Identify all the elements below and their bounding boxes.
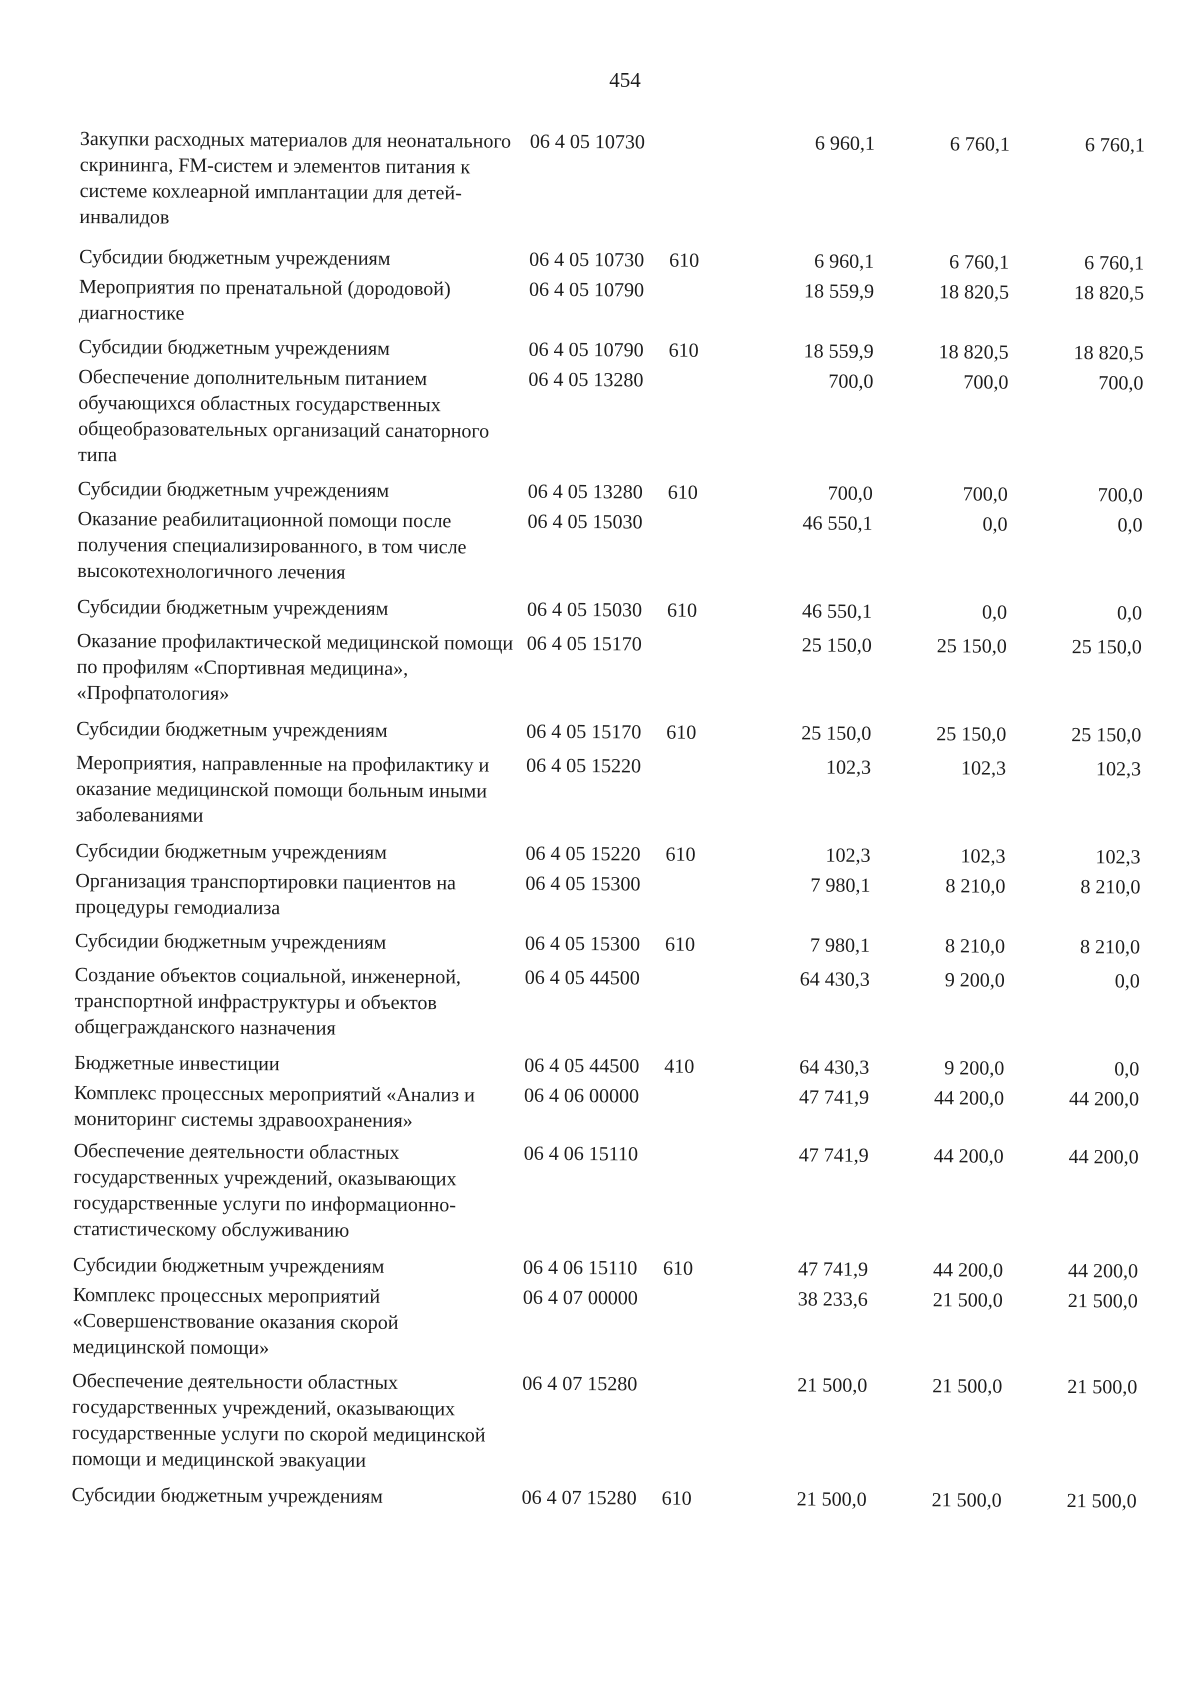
row-name: Субсидии бюджетным учреждениям <box>74 929 387 954</box>
row-name: Организация транспортировки пациентов на процедуры гемодиализа <box>75 869 457 920</box>
row-value-2: 102,3 <box>960 845 1006 868</box>
row-type: 610 <box>665 843 696 866</box>
row-value-1: 47 741,9 <box>797 1258 869 1281</box>
row-value-3: 700,0 <box>1098 372 1144 395</box>
row-code: 06 4 05 15220 <box>526 754 642 778</box>
table-row <box>79 244 1164 277</box>
row-value-3: 44 200,0 <box>1068 1146 1139 1169</box>
row-code: 06 4 05 10730 <box>529 248 645 272</box>
table-row <box>79 274 1164 333</box>
row-value-3: 0,0 <box>1114 970 1140 993</box>
row-type: 610 <box>666 721 697 744</box>
row-code: 06 4 05 44500 <box>524 1054 640 1078</box>
row-value-1: 6 960,1 <box>814 132 875 155</box>
table-row <box>73 1252 1158 1285</box>
row-value-1: 7 980,1 <box>810 874 871 897</box>
row-value-2: 44 200,0 <box>932 1259 1004 1282</box>
row-value-2: 18 820,5 <box>938 281 1010 304</box>
row-value-3: 44 200,0 <box>1067 1260 1139 1283</box>
row-value-1: 21 500,0 <box>797 1374 868 1397</box>
table-row <box>72 1368 1158 1479</box>
row-name: Создание объектов социальной, инженерной, транспортной инфраструктуры и объектов общегражданского назначения <box>74 963 462 1040</box>
row-value-2: 8 210,0 <box>945 875 1006 898</box>
row-value-3: 8 210,0 <box>1079 936 1141 959</box>
row-value-1: 46 550,1 <box>801 600 873 623</box>
row-value-2: 700,0 <box>963 371 1009 394</box>
row-name: Субсидии бюджетным учреждениям <box>76 595 389 620</box>
row-name: Мероприятия, направленные на профилактику и оказание медицинской помощи больным иными заболеваниями <box>75 751 490 827</box>
row-code: 06 4 06 00000 <box>524 1084 640 1108</box>
row-value-3: 21 500,0 <box>1067 1376 1138 1399</box>
row-code: 06 4 07 15280 <box>521 1486 637 1510</box>
table-row <box>74 1050 1159 1083</box>
row-value-1: 47 741,9 <box>798 1144 869 1167</box>
row-value-2: 9 200,0 <box>944 1057 1005 1080</box>
row-type: 610 <box>666 599 698 622</box>
row-value-1: 18 559,9 <box>803 340 874 363</box>
row-value-3: 8 210,0 <box>1080 876 1141 899</box>
row-value-3: 0,0 <box>1114 1058 1140 1081</box>
row-value-1: 21 500,0 <box>796 1488 867 1511</box>
table-row <box>75 868 1160 927</box>
row-value-1: 102,3 <box>826 756 872 779</box>
row-type: 610 <box>667 481 698 504</box>
table-row <box>79 334 1164 367</box>
table-row <box>75 838 1160 871</box>
row-value-1: 46 550,1 <box>802 512 873 535</box>
row-code: 06 4 05 15030 <box>526 598 643 622</box>
table-row <box>72 1282 1157 1367</box>
row-value-2: 21 500,0 <box>931 1489 1002 1512</box>
row-code: 06 4 07 15280 <box>522 1372 638 1396</box>
row-name: Комплекс процессных мероприятий «Анализ и мониторинг системы здравоохранения» <box>73 1081 475 1133</box>
row-value-2: 44 200,0 <box>934 1087 1005 1110</box>
table-row <box>76 750 1161 835</box>
row-name: Субсидии бюджетным учреждениям <box>79 245 391 270</box>
row-type: 610 <box>661 1487 692 1510</box>
row-value-3: 18 820,5 <box>1073 282 1145 305</box>
row-value-2: 0,0 <box>982 513 1008 536</box>
row-code: 06 4 05 44500 <box>524 966 640 990</box>
row-name: Закупки расходных материалов для неонатального скрининга, FM-систем и элементов питания к системе кохлеарной имплантации для детей-инвалидов <box>79 127 512 229</box>
table-row <box>76 716 1161 749</box>
row-code: 06 4 05 15030 <box>527 510 643 534</box>
row-name: Субсидии бюджетным учреждениям <box>78 335 390 360</box>
row-value-3: 21 500,0 <box>1066 1490 1137 1513</box>
row-type: 610 <box>668 339 699 362</box>
row-value-1: 47 741,9 <box>799 1086 870 1109</box>
row-value-2: 25 150,0 <box>936 635 1007 658</box>
row-code: 06 4 05 10790 <box>528 338 644 362</box>
row-value-3: 6 760,1 <box>1084 252 1145 275</box>
row-value-3: 44 200,0 <box>1069 1088 1140 1111</box>
row-value-1: 700,0 <box>827 482 873 505</box>
row-value-2: 700,0 <box>962 483 1008 506</box>
row-code: 06 4 06 15110 <box>523 1142 639 1166</box>
row-value-3: 700,0 <box>1097 484 1143 507</box>
row-code: 06 4 05 13280 <box>527 480 643 504</box>
table-row <box>79 126 1165 237</box>
row-value-1: 25 150,0 <box>801 634 872 657</box>
row-value-3: 25 150,0 <box>1071 724 1142 747</box>
row-value-1: 25 150,0 <box>801 722 872 745</box>
row-type: 610 <box>662 1257 694 1280</box>
row-value-2: 6 760,1 <box>949 251 1010 274</box>
row-value-2: 25 150,0 <box>936 723 1007 746</box>
row-value-1: 700,0 <box>828 370 874 393</box>
row-value-2: 44 200,0 <box>933 1145 1004 1168</box>
row-value-3: 18 820,5 <box>1073 342 1144 365</box>
row-value-2: 8 210,0 <box>944 935 1006 958</box>
row-name: Обеспечение дополнительным питанием обучающихся областных государственных общеобразовательных организаций санаторного типа <box>77 365 490 467</box>
table-row <box>76 628 1161 713</box>
row-value-1: 64 430,3 <box>799 1056 870 1079</box>
row-name: Мероприятия по пренатальной (дородовой) диагностике <box>78 275 451 325</box>
row-code: 06 4 05 15300 <box>525 872 641 896</box>
row-code: 06 4 05 15220 <box>525 842 641 866</box>
row-value-2: 6 760,1 <box>949 133 1010 156</box>
row-code: 06 4 05 10730 <box>529 130 645 154</box>
row-value-2: 9 200,0 <box>944 969 1005 992</box>
row-name: Субсидии бюджетным учреждениям <box>71 1483 383 1508</box>
row-code: 06 4 05 15300 <box>524 932 641 956</box>
row-code: 06 4 05 15170 <box>526 632 642 656</box>
row-code: 06 4 05 10790 <box>528 278 645 302</box>
row-type: 610 <box>664 933 696 956</box>
row-code: 06 4 05 15170 <box>526 720 642 744</box>
table-row <box>73 1138 1159 1249</box>
row-value-1: 18 559,9 <box>803 280 875 303</box>
table-row <box>74 1080 1159 1139</box>
table-row <box>78 364 1164 475</box>
row-value-3: 21 500,0 <box>1067 1290 1138 1313</box>
row-value-2: 21 500,0 <box>932 1375 1003 1398</box>
row-value-3: 102,3 <box>1095 846 1141 869</box>
row-name: Субсидии бюджетным учреждениям <box>77 477 390 502</box>
row-value-3: 6 760,1 <box>1084 134 1145 157</box>
page-number: 454 <box>609 68 641 92</box>
row-name: Обеспечение деятельности областных государственных учреждений, оказывающих государственные услуги по информационно-статистическому обслуживанию <box>73 1139 457 1242</box>
row-name: Обеспечение деятельности областных государственных учреждений, оказывающих государственные услуги по скорой медицинской помощи и медицинской эвакуации <box>71 1369 486 1472</box>
row-code: 06 4 07 00000 <box>522 1286 638 1310</box>
row-code: 06 4 06 15110 <box>522 1256 638 1280</box>
row-value-1: 64 430,3 <box>799 968 870 991</box>
row-value-1: 7 980,1 <box>809 934 871 957</box>
row-name: Субсидии бюджетным учреждениям <box>75 839 387 864</box>
row-type: 410 <box>664 1055 695 1078</box>
row-value-2: 0,0 <box>981 601 1008 624</box>
row-value-2: 102,3 <box>961 757 1007 780</box>
row-name: Субсидии бюджетным учреждениям <box>72 1253 385 1278</box>
row-value-3: 0,0 <box>1116 602 1143 625</box>
budget-table <box>72 126 1165 1515</box>
row-value-3: 102,3 <box>1096 758 1142 781</box>
row-value-3: 25 150,0 <box>1071 636 1142 659</box>
row-value-1: 38 233,6 <box>797 1288 868 1311</box>
row-type: 610 <box>669 249 700 272</box>
table-row <box>75 928 1160 961</box>
row-value-1: 6 960,1 <box>814 250 875 273</box>
row-value-3: 0,0 <box>1117 514 1143 537</box>
table-row <box>72 1482 1157 1515</box>
row-name: Оказание реабилитационной помощи после получения специализированного, в том числе высокотехнологичного лечения <box>77 507 467 584</box>
row-name: Бюджетные инвестиции <box>74 1051 280 1076</box>
row-name: Субсидии бюджетным учреждениям <box>76 717 388 742</box>
table-row <box>78 476 1163 509</box>
row-name: Оказание профилактической медицинской помощи по профилям «Спортивная медицина», «Профпатология» <box>76 629 514 705</box>
row-code: 06 4 05 13280 <box>528 368 644 392</box>
table-row <box>77 506 1162 591</box>
row-value-2: 18 820,5 <box>938 341 1009 364</box>
row-name: Комплекс процессных мероприятий «Совершенствование оказания скорой медицинской помощи» <box>72 1283 399 1360</box>
row-value-1: 102,3 <box>825 844 871 867</box>
table-row <box>74 962 1159 1047</box>
row-value-2: 21 500,0 <box>932 1289 1003 1312</box>
table-row <box>77 594 1162 627</box>
